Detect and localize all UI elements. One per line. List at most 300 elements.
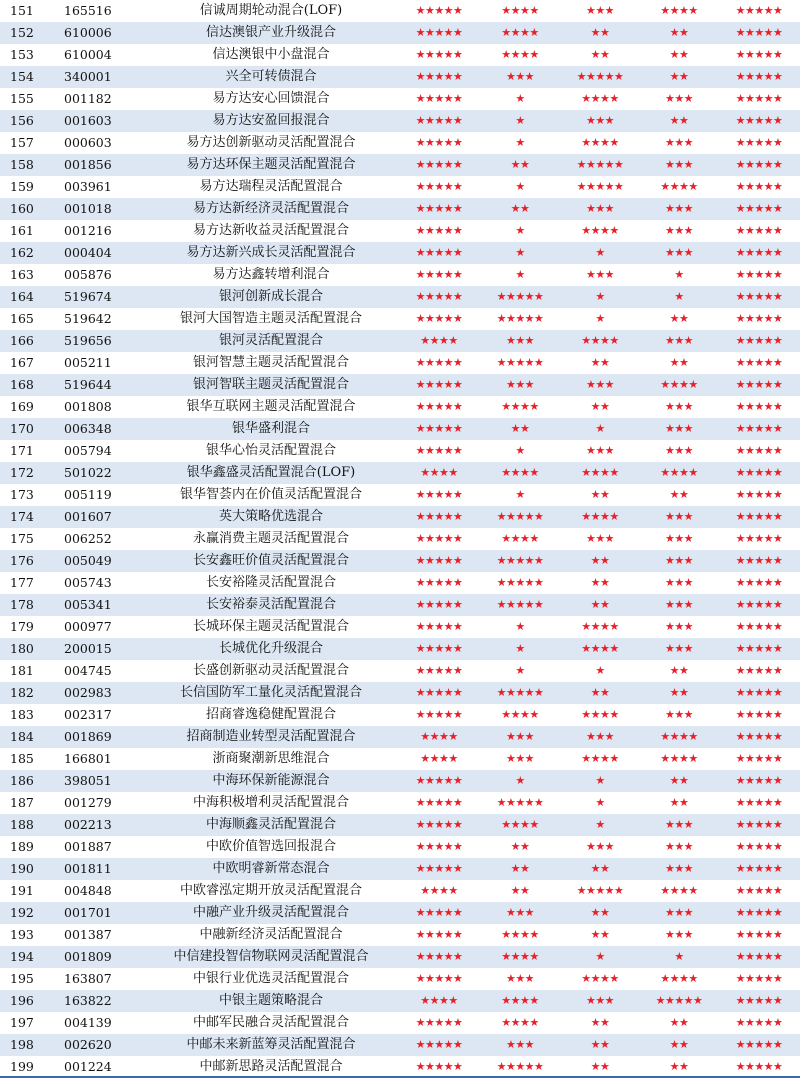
table-row — [0, 814, 800, 836]
star-rating-5: ★★★★★ — [718, 132, 800, 154]
star-rating-2: ★ — [480, 638, 560, 660]
table-row — [0, 88, 800, 110]
fund-code: 519656 — [58, 330, 144, 352]
fund-name: 中海顺鑫灵活配置混合 — [144, 814, 398, 836]
star-rating-3: ★★ — [560, 22, 640, 44]
table-row — [0, 968, 800, 990]
star-rating-5: ★★★★★ — [718, 352, 800, 374]
star-rating-5: ★★★★★ — [718, 924, 800, 946]
fund-code: 001887 — [58, 836, 144, 858]
star-rating-5: ★★★★★ — [718, 176, 800, 198]
star-rating-3: ★★★ — [560, 990, 640, 1012]
star-rating-2: ★★★★ — [480, 44, 560, 66]
star-rating-1: ★★★★★ — [398, 858, 480, 880]
star-rating-2: ★★★★ — [480, 814, 560, 836]
row-number: 160 — [0, 198, 58, 220]
fund-code: 004848 — [58, 880, 144, 902]
row-number: 161 — [0, 220, 58, 242]
star-rating-1: ★★★★★ — [398, 946, 480, 968]
fund-code: 002983 — [58, 682, 144, 704]
fund-name: 长城优化升级混合 — [144, 638, 398, 660]
star-rating-1: ★★★★★ — [398, 22, 480, 44]
star-rating-4: ★★★ — [640, 242, 718, 264]
star-rating-5: ★★★★★ — [718, 506, 800, 528]
star-rating-4: ★★★ — [640, 902, 718, 924]
row-number: 192 — [0, 902, 58, 924]
star-rating-2: ★★★★★ — [480, 286, 560, 308]
star-rating-4: ★★★★ — [640, 176, 718, 198]
row-number: 158 — [0, 154, 58, 176]
star-rating-1: ★★★★★ — [398, 704, 480, 726]
table-row — [0, 352, 800, 374]
fund-name: 长盛创新驱动灵活配置混合 — [144, 660, 398, 682]
row-number: 156 — [0, 110, 58, 132]
star-rating-5: ★★★★★ — [718, 968, 800, 990]
star-rating-4: ★★★★ — [640, 0, 718, 22]
star-rating-2: ★★★★ — [480, 1012, 560, 1034]
star-rating-5: ★★★★★ — [718, 858, 800, 880]
row-number: 184 — [0, 726, 58, 748]
fund-code: 001811 — [58, 858, 144, 880]
star-rating-3: ★★★ — [560, 198, 640, 220]
table-row — [0, 946, 800, 968]
star-rating-1: ★★★★★ — [398, 88, 480, 110]
star-rating-5: ★★★★★ — [718, 330, 800, 352]
star-rating-3: ★★ — [560, 44, 640, 66]
table-row — [0, 506, 800, 528]
star-rating-1: ★★★★★ — [398, 132, 480, 154]
fund-code: 610004 — [58, 44, 144, 66]
star-rating-2: ★★ — [480, 858, 560, 880]
fund-name: 英大策略优选混合 — [144, 506, 398, 528]
fund-name: 中融产业升级灵活配置混合 — [144, 902, 398, 924]
row-number: 163 — [0, 264, 58, 286]
row-number: 176 — [0, 550, 58, 572]
star-rating-5: ★★★★★ — [718, 286, 800, 308]
star-rating-2: ★★ — [480, 198, 560, 220]
fund-name: 易方达环保主题灵活配置混合 — [144, 154, 398, 176]
star-rating-1: ★★★★★ — [398, 792, 480, 814]
fund-code: 001182 — [58, 88, 144, 110]
star-rating-4: ★★ — [640, 792, 718, 814]
row-number: 177 — [0, 572, 58, 594]
star-rating-2: ★★★★ — [480, 0, 560, 22]
table-row — [0, 374, 800, 396]
row-number: 196 — [0, 990, 58, 1012]
fund-code: 004745 — [58, 660, 144, 682]
star-rating-1: ★★★★★ — [398, 286, 480, 308]
table-row — [0, 880, 800, 902]
table-row — [0, 132, 800, 154]
row-number: 168 — [0, 374, 58, 396]
fund-name: 银华心怡灵活配置混合 — [144, 440, 398, 462]
star-rating-4: ★★★★ — [640, 726, 718, 748]
table-row — [0, 418, 800, 440]
star-rating-3: ★★★★ — [560, 132, 640, 154]
row-number: 178 — [0, 594, 58, 616]
star-rating-2: ★★★★ — [480, 946, 560, 968]
star-rating-4: ★★★★ — [640, 374, 718, 396]
star-rating-2: ★★★★ — [480, 990, 560, 1012]
row-number: 166 — [0, 330, 58, 352]
star-rating-3: ★★★★ — [560, 330, 640, 352]
fund-name: 信诚周期轮动混合(LOF) — [144, 0, 398, 22]
star-rating-5: ★★★★★ — [718, 902, 800, 924]
star-rating-5: ★★★★★ — [718, 748, 800, 770]
table-row — [0, 638, 800, 660]
fund-name: 易方达安盈回报混合 — [144, 110, 398, 132]
star-rating-4: ★★ — [640, 1012, 718, 1034]
star-rating-3: ★★★ — [560, 726, 640, 748]
fund-code: 000603 — [58, 132, 144, 154]
star-rating-2: ★★★★★ — [480, 352, 560, 374]
fund-code: 002317 — [58, 704, 144, 726]
row-number: 159 — [0, 176, 58, 198]
fund-name: 中邮新思路灵活配置混合 — [144, 1056, 398, 1078]
fund-code: 001701 — [58, 902, 144, 924]
star-rating-5: ★★★★★ — [718, 550, 800, 572]
row-number: 187 — [0, 792, 58, 814]
star-rating-1: ★★★★★ — [398, 528, 480, 550]
star-rating-5: ★★★★★ — [718, 594, 800, 616]
star-rating-2: ★★★★★ — [480, 682, 560, 704]
fund-code: 004139 — [58, 1012, 144, 1034]
table-row — [0, 550, 800, 572]
star-rating-2: ★★★★ — [480, 528, 560, 550]
row-number: 183 — [0, 704, 58, 726]
star-rating-1: ★★★★★ — [398, 770, 480, 792]
star-rating-1: ★★★★★ — [398, 308, 480, 330]
table-row — [0, 264, 800, 286]
fund-code: 163807 — [58, 968, 144, 990]
table-row — [0, 44, 800, 66]
row-number: 169 — [0, 396, 58, 418]
row-number: 197 — [0, 1012, 58, 1034]
table-row — [0, 396, 800, 418]
star-rating-1: ★★★★★ — [398, 572, 480, 594]
fund-name: 银华智荟内在价值灵活配置混合 — [144, 484, 398, 506]
star-rating-4: ★★★★ — [640, 462, 718, 484]
star-rating-3: ★★★ — [560, 374, 640, 396]
fund-name: 易方达创新驱动灵活配置混合 — [144, 132, 398, 154]
fund-name: 长信国防军工量化灵活配置混合 — [144, 682, 398, 704]
row-number: 181 — [0, 660, 58, 682]
star-rating-3: ★ — [560, 308, 640, 330]
row-number: 185 — [0, 748, 58, 770]
star-rating-4: ★★★ — [640, 506, 718, 528]
star-rating-2: ★★★★★ — [480, 572, 560, 594]
star-rating-3: ★★★★★ — [560, 154, 640, 176]
star-rating-1: ★★★★★ — [398, 396, 480, 418]
fund-name: 银河创新成长混合 — [144, 286, 398, 308]
star-rating-3: ★ — [560, 286, 640, 308]
star-rating-2: ★ — [480, 132, 560, 154]
star-rating-1: ★★★★★ — [398, 1056, 480, 1078]
star-rating-1: ★★★★ — [398, 748, 480, 770]
row-number: 199 — [0, 1056, 58, 1078]
fund-code: 001856 — [58, 154, 144, 176]
fund-code: 166801 — [58, 748, 144, 770]
star-rating-2: ★★★ — [480, 902, 560, 924]
fund-code: 610006 — [58, 22, 144, 44]
star-rating-5: ★★★★★ — [718, 770, 800, 792]
star-rating-3: ★★ — [560, 858, 640, 880]
fund-name: 易方达瑞程灵活配置混合 — [144, 176, 398, 198]
star-rating-4: ★★★ — [640, 616, 718, 638]
star-rating-2: ★★★★ — [480, 704, 560, 726]
star-rating-3: ★★ — [560, 352, 640, 374]
row-number: 172 — [0, 462, 58, 484]
fund-name: 易方达新兴成长灵活配置混合 — [144, 242, 398, 264]
star-rating-2: ★★★★★ — [480, 308, 560, 330]
star-rating-4: ★★★ — [640, 858, 718, 880]
fund-code: 005341 — [58, 594, 144, 616]
star-rating-4: ★★★ — [640, 220, 718, 242]
star-rating-3: ★★★★★ — [560, 880, 640, 902]
star-rating-3: ★ — [560, 660, 640, 682]
row-number: 193 — [0, 924, 58, 946]
fund-code: 501022 — [58, 462, 144, 484]
star-rating-5: ★★★★★ — [718, 704, 800, 726]
fund-name: 中欧价值智选回报混合 — [144, 836, 398, 858]
fund-code: 398051 — [58, 770, 144, 792]
star-rating-3: ★★★★ — [560, 748, 640, 770]
star-rating-5: ★★★★★ — [718, 880, 800, 902]
star-rating-1: ★★★★★ — [398, 506, 480, 528]
fund-name: 永赢消费主题灵活配置混合 — [144, 528, 398, 550]
star-rating-4: ★★ — [640, 22, 718, 44]
table-row — [0, 330, 800, 352]
star-rating-1: ★★★★★ — [398, 352, 480, 374]
table-row — [0, 792, 800, 814]
star-rating-2: ★ — [480, 220, 560, 242]
star-rating-5: ★★★★★ — [718, 792, 800, 814]
table-row — [0, 924, 800, 946]
star-rating-5: ★★★★★ — [718, 660, 800, 682]
table-row — [0, 594, 800, 616]
table-row — [0, 242, 800, 264]
star-rating-1: ★★★★ — [398, 330, 480, 352]
star-rating-5: ★★★★★ — [718, 0, 800, 22]
star-rating-4: ★★★ — [640, 418, 718, 440]
row-number: 186 — [0, 770, 58, 792]
star-rating-5: ★★★★★ — [718, 1012, 800, 1034]
fund-name: 易方达新收益灵活配置混合 — [144, 220, 398, 242]
star-rating-5: ★★★★★ — [718, 374, 800, 396]
star-rating-4: ★★★★★ — [640, 990, 718, 1012]
star-rating-1: ★★★★★ — [398, 1012, 480, 1034]
star-rating-1: ★★★★★ — [398, 902, 480, 924]
star-rating-3: ★★ — [560, 550, 640, 572]
fund-code: 002213 — [58, 814, 144, 836]
fund-name: 银华盛利混合 — [144, 418, 398, 440]
table-row — [0, 462, 800, 484]
star-rating-2: ★ — [480, 176, 560, 198]
star-rating-4: ★★★ — [640, 396, 718, 418]
table-row — [0, 1056, 800, 1078]
star-rating-3: ★★★★★ — [560, 176, 640, 198]
star-rating-2: ★★★★ — [480, 924, 560, 946]
star-rating-5: ★★★★★ — [718, 726, 800, 748]
star-rating-5: ★★★★★ — [718, 572, 800, 594]
star-rating-5: ★★★★★ — [718, 484, 800, 506]
fund-name: 易方达安心回馈混合 — [144, 88, 398, 110]
star-rating-3: ★ — [560, 814, 640, 836]
fund-code: 005211 — [58, 352, 144, 374]
table-row — [0, 704, 800, 726]
star-rating-2: ★★★★ — [480, 396, 560, 418]
fund-code: 001607 — [58, 506, 144, 528]
star-rating-4: ★ — [640, 286, 718, 308]
table-row — [0, 858, 800, 880]
star-rating-4: ★★★ — [640, 550, 718, 572]
star-rating-1: ★★★★★ — [398, 836, 480, 858]
table-row — [0, 154, 800, 176]
star-rating-4: ★★★ — [640, 88, 718, 110]
star-rating-4: ★★★ — [640, 836, 718, 858]
star-rating-2: ★★★★ — [480, 462, 560, 484]
star-rating-5: ★★★★★ — [718, 990, 800, 1012]
fund-code: 005876 — [58, 264, 144, 286]
star-rating-3: ★★★ — [560, 440, 640, 462]
star-rating-5: ★★★★★ — [718, 814, 800, 836]
fund-name: 中银主题策略混合 — [144, 990, 398, 1012]
table-row — [0, 748, 800, 770]
table-row — [0, 1012, 800, 1034]
row-number: 153 — [0, 44, 58, 66]
star-rating-5: ★★★★★ — [718, 528, 800, 550]
star-rating-4: ★★ — [640, 1056, 718, 1078]
star-rating-4: ★★★ — [640, 440, 718, 462]
row-number: 155 — [0, 88, 58, 110]
star-rating-2: ★ — [480, 484, 560, 506]
star-rating-3: ★★ — [560, 902, 640, 924]
fund-name: 信达澳银产业升级混合 — [144, 22, 398, 44]
star-rating-5: ★★★★★ — [718, 418, 800, 440]
table-row — [0, 0, 800, 22]
fund-name: 长安裕泰灵活配置混合 — [144, 594, 398, 616]
fund-name: 中欧明睿新常态混合 — [144, 858, 398, 880]
star-rating-3: ★★ — [560, 1034, 640, 1056]
fund-code: 005119 — [58, 484, 144, 506]
star-rating-3: ★★★ — [560, 110, 640, 132]
star-rating-5: ★★★★★ — [718, 308, 800, 330]
fund-name: 信达澳银中小盘混合 — [144, 44, 398, 66]
fund-name: 银河智联主题灵活配置混合 — [144, 374, 398, 396]
star-rating-1: ★★★★★ — [398, 418, 480, 440]
star-rating-4: ★★ — [640, 770, 718, 792]
table-row — [0, 66, 800, 88]
star-rating-3: ★★★★ — [560, 704, 640, 726]
star-rating-3: ★★ — [560, 1056, 640, 1078]
star-rating-5: ★★★★★ — [718, 242, 800, 264]
row-number: 154 — [0, 66, 58, 88]
star-rating-2: ★★ — [480, 418, 560, 440]
fund-name: 银河大国智造主题灵活配置混合 — [144, 308, 398, 330]
fund-name: 长安鑫旺价值灵活配置混合 — [144, 550, 398, 572]
fund-code: 001808 — [58, 396, 144, 418]
star-rating-4: ★★★ — [640, 330, 718, 352]
star-rating-3: ★★★★★ — [560, 66, 640, 88]
star-rating-2: ★ — [480, 660, 560, 682]
star-rating-3: ★★★★ — [560, 220, 640, 242]
fund-code: 002620 — [58, 1034, 144, 1056]
star-rating-3: ★★★ — [560, 836, 640, 858]
fund-code: 001224 — [58, 1056, 144, 1078]
fund-code: 001603 — [58, 110, 144, 132]
table-row — [0, 286, 800, 308]
star-rating-4: ★★★ — [640, 594, 718, 616]
row-number: 171 — [0, 440, 58, 462]
star-rating-2: ★★★ — [480, 374, 560, 396]
star-rating-4: ★★ — [640, 660, 718, 682]
row-number: 175 — [0, 528, 58, 550]
row-number: 162 — [0, 242, 58, 264]
star-rating-4: ★★ — [640, 484, 718, 506]
star-rating-2: ★★★ — [480, 330, 560, 352]
star-rating-5: ★★★★★ — [718, 616, 800, 638]
fund-code: 000977 — [58, 616, 144, 638]
row-number: 190 — [0, 858, 58, 880]
star-rating-3: ★★ — [560, 682, 640, 704]
table-row — [0, 110, 800, 132]
row-number: 164 — [0, 286, 58, 308]
star-rating-1: ★★★★ — [398, 462, 480, 484]
star-rating-4: ★★★ — [640, 132, 718, 154]
star-rating-5: ★★★★★ — [718, 638, 800, 660]
star-rating-5: ★★★★★ — [718, 198, 800, 220]
fund-code: 006252 — [58, 528, 144, 550]
fund-name: 长安裕隆灵活配置混合 — [144, 572, 398, 594]
star-rating-5: ★★★★★ — [718, 264, 800, 286]
table-row — [0, 726, 800, 748]
star-rating-1: ★★★★★ — [398, 924, 480, 946]
fund-code: 000404 — [58, 242, 144, 264]
fund-code: 001809 — [58, 946, 144, 968]
star-rating-2: ★ — [480, 770, 560, 792]
star-rating-5: ★★★★★ — [718, 1056, 800, 1078]
fund-name: 银华鑫盛灵活配置混合(LOF) — [144, 462, 398, 484]
star-rating-2: ★★★★★ — [480, 506, 560, 528]
star-rating-4: ★★★ — [640, 814, 718, 836]
table-row — [0, 616, 800, 638]
table-row — [0, 902, 800, 924]
star-rating-1: ★★★★★ — [398, 242, 480, 264]
star-rating-4: ★★ — [640, 66, 718, 88]
star-rating-2: ★★★★ — [480, 22, 560, 44]
star-rating-5: ★★★★★ — [718, 66, 800, 88]
star-rating-5: ★★★★★ — [718, 88, 800, 110]
star-rating-1: ★★★★ — [398, 726, 480, 748]
table-row — [0, 176, 800, 198]
star-rating-1: ★★★★★ — [398, 176, 480, 198]
star-rating-4: ★★★ — [640, 924, 718, 946]
star-rating-2: ★ — [480, 88, 560, 110]
fund-name: 银河智慧主题灵活配置混合 — [144, 352, 398, 374]
table-row — [0, 836, 800, 858]
fund-code: 001869 — [58, 726, 144, 748]
fund-code: 519644 — [58, 374, 144, 396]
star-rating-2: ★★ — [480, 154, 560, 176]
table-row — [0, 528, 800, 550]
fund-name: 中海积极增利灵活配置混合 — [144, 792, 398, 814]
star-rating-3: ★★★★ — [560, 506, 640, 528]
star-rating-1: ★★★★★ — [398, 616, 480, 638]
star-rating-1: ★★★★★ — [398, 110, 480, 132]
fund-code: 003961 — [58, 176, 144, 198]
star-rating-4: ★★★ — [640, 528, 718, 550]
fund-name: 中邮未来新蓝筹灵活配置混合 — [144, 1034, 398, 1056]
